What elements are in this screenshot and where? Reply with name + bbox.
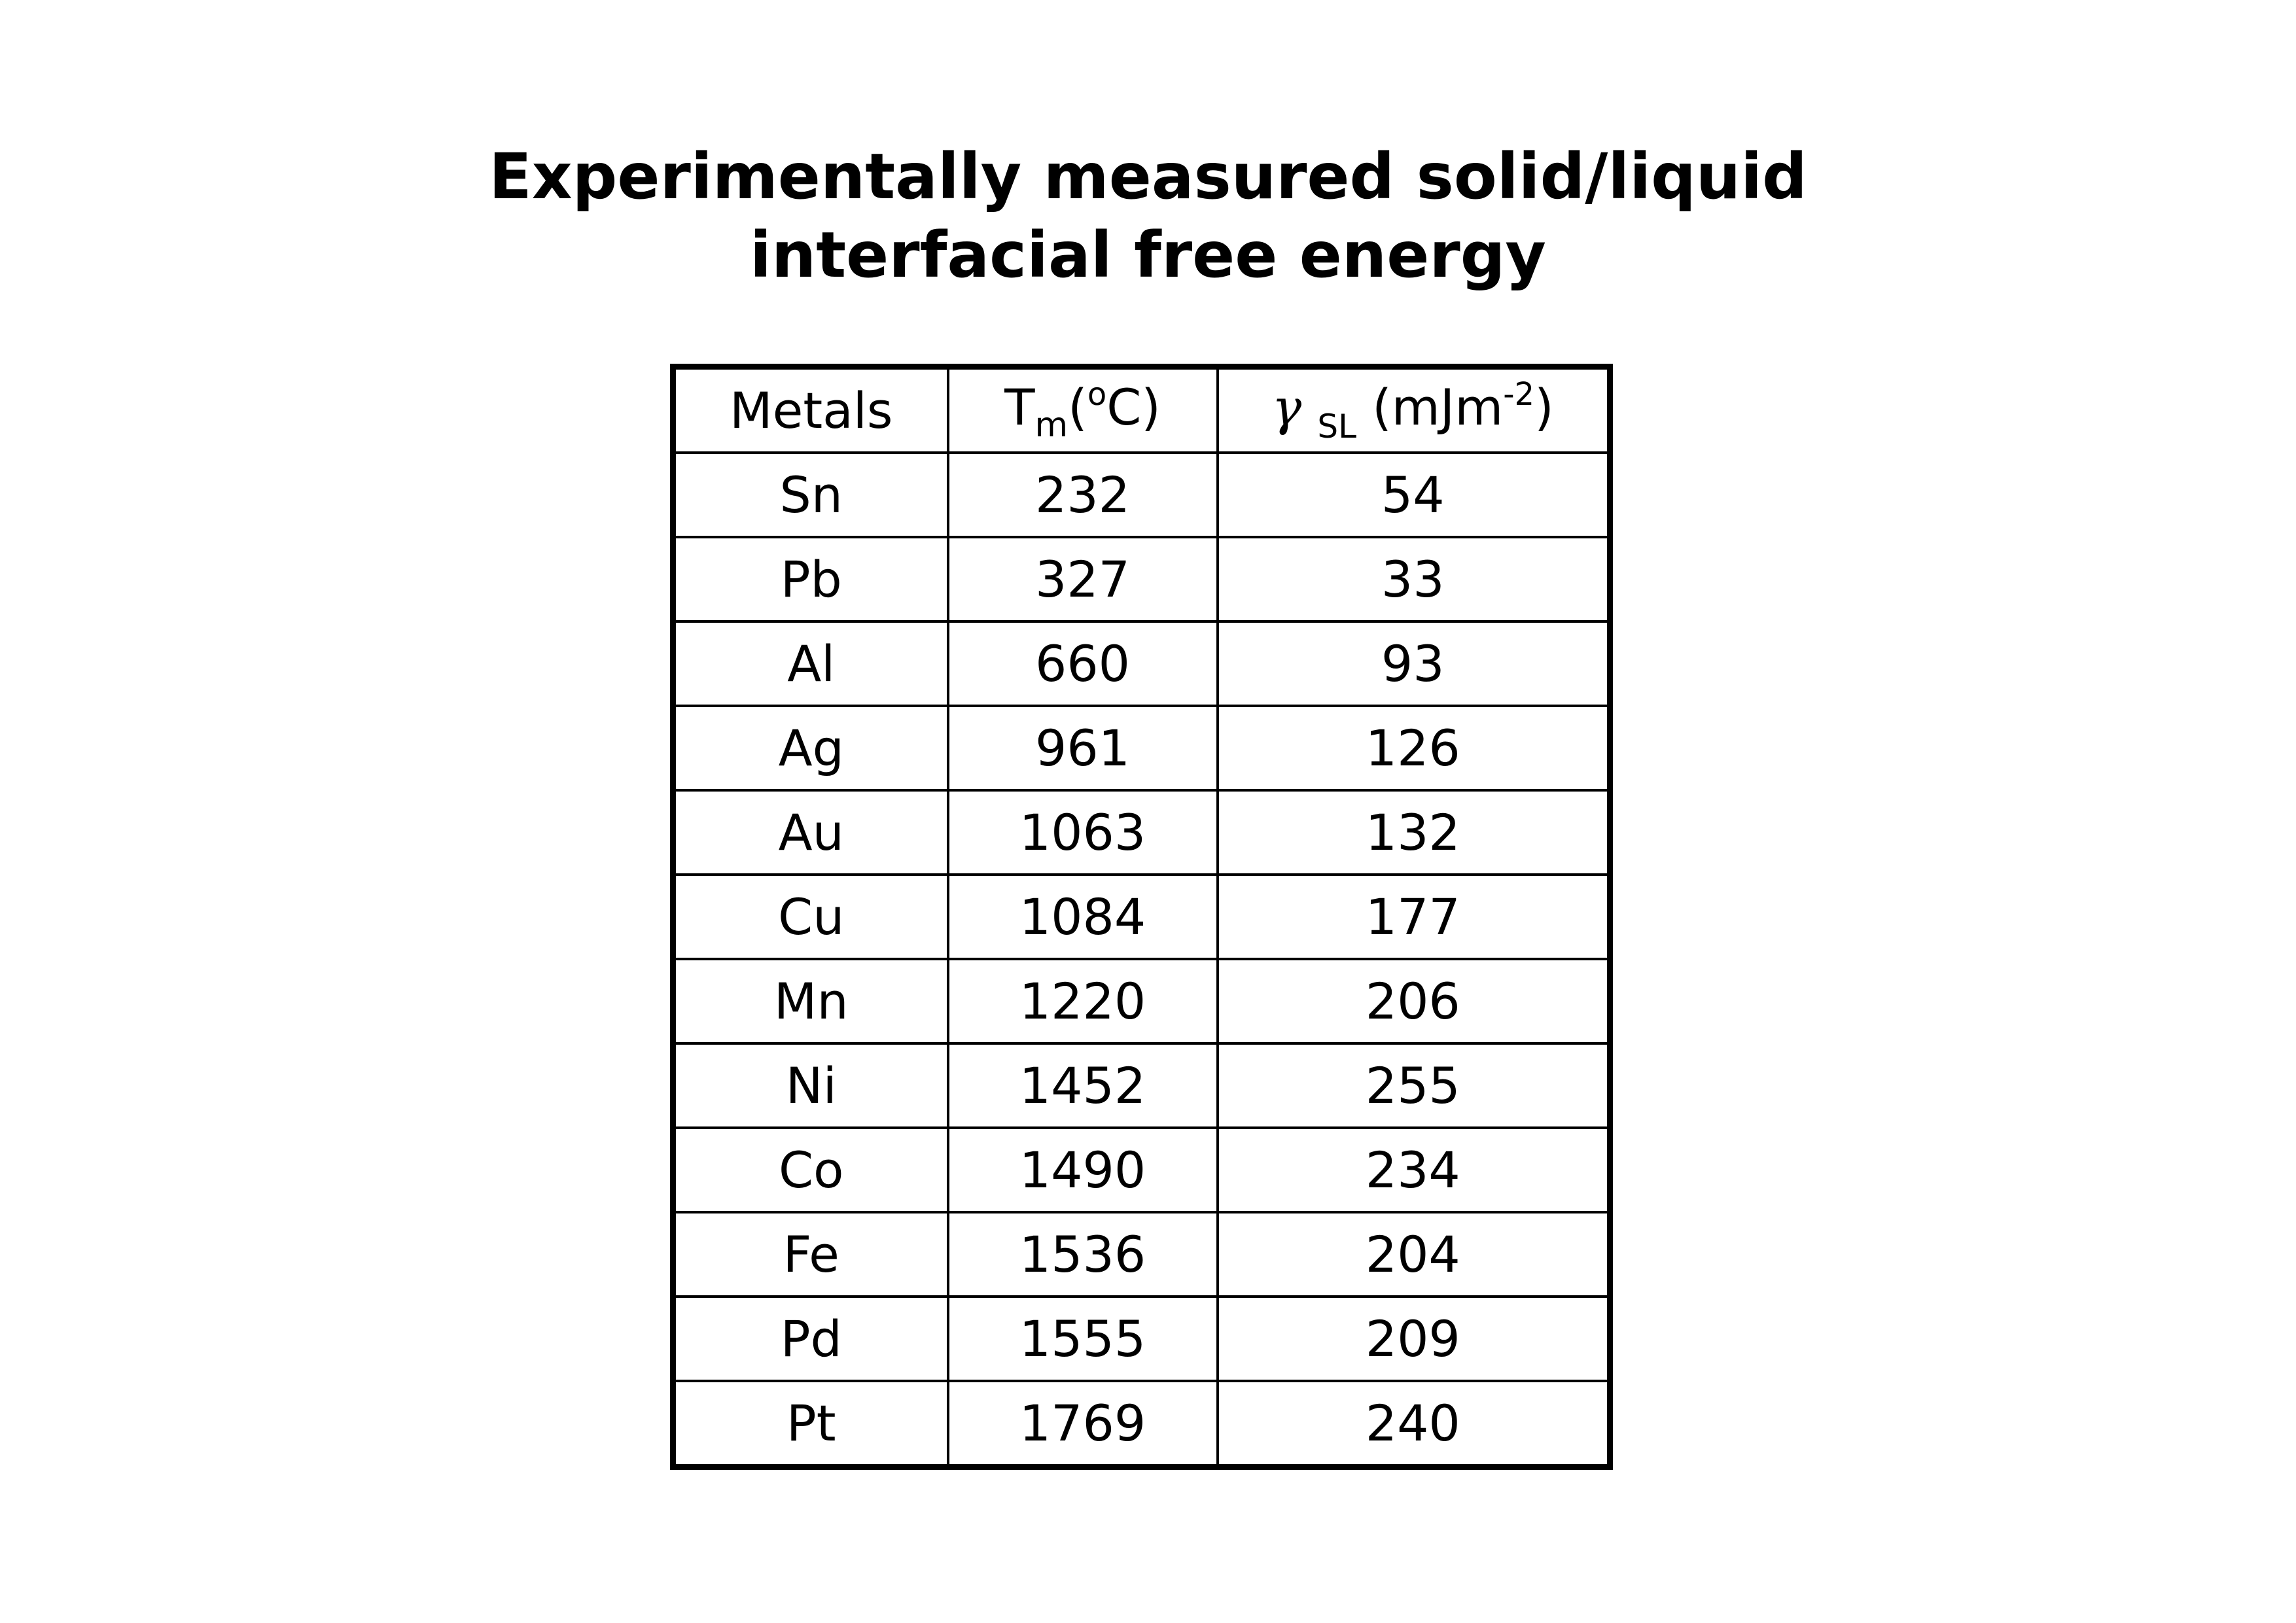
table-body — [673, 453, 1610, 1467]
cell-metal: Co — [673, 1128, 948, 1212]
cell-metal: Al — [673, 621, 948, 706]
cell-metal: Ni — [673, 1043, 948, 1128]
cell-interfacial-energy: 33 — [1218, 537, 1610, 621]
cell-interfacial-energy: 240 — [1218, 1381, 1610, 1467]
header-melting-temperature — [948, 367, 1218, 453]
table-row — [673, 1381, 1610, 1467]
cell-metal: Fe — [673, 1212, 948, 1297]
cell-interfacial-energy: 54 — [1218, 453, 1610, 537]
cell-interfacial-energy: 209 — [1218, 1297, 1610, 1381]
table-row — [673, 706, 1610, 790]
cell-metal: Sn — [673, 453, 948, 537]
header-metals: Metals — [673, 367, 948, 453]
cell-melting-temperature: 1220 — [948, 959, 1218, 1043]
header-tm-symbol: T — [1004, 378, 1035, 436]
header-gamma-exponent: -2 — [1503, 375, 1535, 413]
cell-interfacial-energy: 234 — [1218, 1128, 1610, 1212]
title-line-2: interfacial free energy — [749, 218, 1546, 292]
page-title — [0, 137, 2296, 294]
cell-metal: Pt — [673, 1381, 948, 1467]
cell-melting-temperature: 327 — [948, 537, 1218, 621]
cell-melting-temperature: 1452 — [948, 1043, 1218, 1128]
table-row — [673, 1128, 1610, 1212]
table-row — [673, 621, 1610, 706]
table-row — [673, 875, 1610, 959]
cell-metal: Mn — [673, 959, 948, 1043]
header-interfacial-energy — [1218, 367, 1610, 453]
table-row — [673, 1043, 1610, 1128]
cell-metal: Pd — [673, 1297, 948, 1381]
header-gamma-unit-close: ) — [1534, 377, 1554, 436]
table-row — [673, 1297, 1610, 1381]
table-header-row — [673, 367, 1610, 453]
table-row — [673, 959, 1610, 1043]
cell-metal: Ag — [673, 706, 948, 790]
cell-interfacial-energy: 93 — [1218, 621, 1610, 706]
cell-melting-temperature: 1536 — [948, 1212, 1218, 1297]
cell-melting-temperature: 1490 — [948, 1128, 1218, 1212]
header-tm-subscript: m — [1034, 406, 1069, 445]
cell-interfacial-energy: 126 — [1218, 706, 1610, 790]
header-tm-unit: C) — [1106, 378, 1161, 436]
header-gamma-symbol: γ — [1271, 377, 1302, 436]
cell-melting-temperature: 1084 — [948, 875, 1218, 959]
header-tm-degree: o — [1087, 376, 1107, 413]
cell-interfacial-energy: 177 — [1218, 875, 1610, 959]
cell-melting-temperature: 961 — [948, 706, 1218, 790]
cell-melting-temperature: 1555 — [948, 1297, 1218, 1381]
cell-melting-temperature: 232 — [948, 453, 1218, 537]
table-row — [673, 453, 1610, 537]
cell-interfacial-energy: 255 — [1218, 1043, 1610, 1128]
cell-melting-temperature: 1769 — [948, 1381, 1218, 1467]
cell-interfacial-energy: 206 — [1218, 959, 1610, 1043]
header-gamma-subscript: SL — [1317, 407, 1356, 445]
table-row — [673, 1212, 1610, 1297]
title-line-1: Experimentally measured solid/liquid — [489, 140, 1807, 213]
cell-melting-temperature: 1063 — [948, 790, 1218, 875]
header-tm-open: ( — [1068, 378, 1087, 436]
cell-interfacial-energy: 204 — [1218, 1212, 1610, 1297]
cell-melting-temperature: 660 — [948, 621, 1218, 706]
cell-metal: Pb — [673, 537, 948, 621]
cell-interfacial-energy: 132 — [1218, 790, 1610, 875]
cell-metal: Cu — [673, 875, 948, 959]
interfacial-energy-table — [670, 364, 1613, 1470]
table-row — [673, 790, 1610, 875]
table-row — [673, 537, 1610, 621]
header-gamma-unit-open: (mJm — [1356, 377, 1504, 436]
cell-metal: Au — [673, 790, 948, 875]
